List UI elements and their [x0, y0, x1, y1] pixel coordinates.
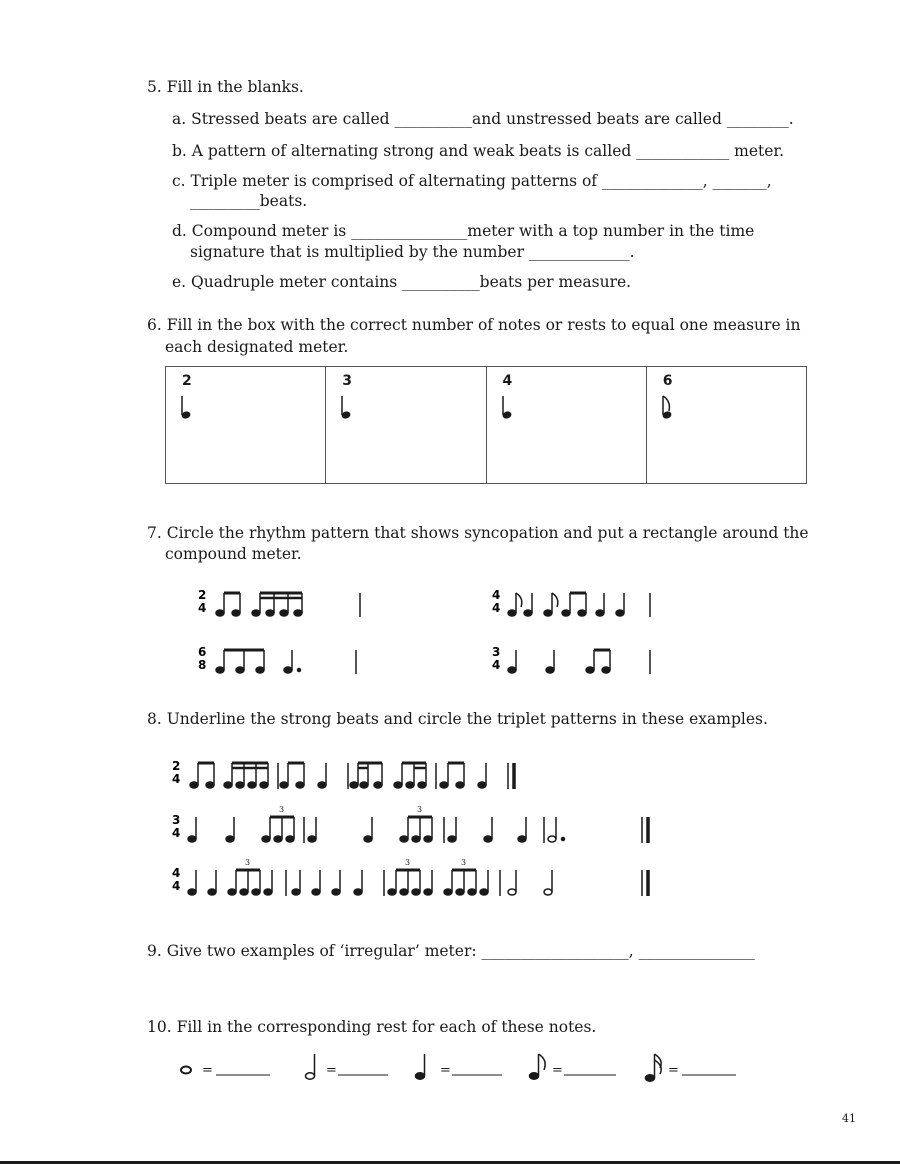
svg-text:=: = — [202, 1063, 213, 1078]
q9-line1: 9. Give two examples of ‘irregular’ meter: ___________________, _______________ — [147, 942, 755, 960]
q5-d2: signature that is multiplied by the number _____________. — [190, 243, 635, 261]
quarter-note-icon — [501, 391, 517, 423]
svg-text:3: 3 — [405, 858, 411, 867]
rhythm-example-1[interactable] — [172, 755, 662, 791]
time-signature-top: 2 — [198, 588, 207, 602]
svg-text:4: 4 — [172, 879, 181, 893]
svg-text:3: 3 — [245, 858, 251, 867]
rhythm-pattern-4[interactable] — [492, 642, 672, 676]
quarter-note-icon — [180, 391, 196, 423]
rhythm-pattern-3[interactable] — [198, 642, 378, 676]
svg-text:4: 4 — [172, 772, 181, 786]
svg-text:4: 4 — [492, 588, 501, 602]
svg-text:4: 4 — [492, 601, 501, 615]
svg-text:4: 4 — [172, 866, 181, 880]
q5-heading: 5. Fill in the blanks. — [147, 78, 304, 96]
svg-text:=: = — [326, 1063, 337, 1078]
meter-number: 4 — [502, 373, 513, 389]
meter-cell[interactable] — [326, 367, 486, 483]
svg-text:=: = — [552, 1063, 563, 1078]
svg-text:6: 6 — [198, 645, 207, 659]
q5-a: a. Stressed beats are called __________and unstressed beats are called ________. — [172, 110, 794, 128]
eighth-note-icon — [661, 391, 677, 423]
rhythm-example-3[interactable] — [172, 858, 662, 898]
half-note-icon — [306, 1073, 315, 1079]
quarter-note-icon — [416, 1073, 425, 1079]
svg-text:=: = — [668, 1063, 679, 1078]
eighth-note-icon — [530, 1073, 539, 1079]
sixteenth-note-icon — [646, 1075, 655, 1081]
svg-text:3: 3 — [417, 805, 423, 814]
note-rest-row — [176, 1048, 756, 1088]
rhythm-pattern-1[interactable] — [198, 585, 378, 619]
svg-text:=: = — [440, 1063, 451, 1078]
q7-line2: compound meter. — [165, 545, 302, 563]
q7-line1: 7. Circle the rhythm pattern that shows syncopation and put a rectangle around the — [147, 524, 809, 542]
svg-text:3: 3 — [172, 813, 181, 827]
whole-note-icon — [181, 1067, 191, 1074]
time-signature-bottom: 4 — [198, 601, 207, 615]
meter-number: 3 — [342, 373, 352, 389]
q8-line1: 8. Underline the strong beats and circle the triplet patterns in these examples. — [147, 710, 768, 728]
q5-b: b. A pattern of alternating strong and weak beats is called ____________ meter. — [172, 142, 785, 160]
meter-number: 6 — [662, 373, 673, 389]
q5-c1: c. Triple meter is comprised of alternating patterns of _____________, _______, — [172, 172, 772, 190]
q10-line1: 10. Fill in the corresponding rest for each of these notes. — [147, 1018, 597, 1036]
page-number: 41 — [842, 1112, 856, 1125]
svg-text:3: 3 — [461, 858, 467, 867]
q5-d1: d. Compound meter is _______________meter with a top number in the time — [172, 222, 755, 240]
rhythm-example-2[interactable] — [172, 805, 662, 845]
svg-text:4: 4 — [172, 826, 181, 840]
svg-text:8: 8 — [198, 658, 207, 672]
q6-line2: each designated meter. — [165, 338, 349, 356]
svg-text:3: 3 — [279, 805, 285, 814]
quarter-note-icon — [340, 391, 356, 423]
meter-cell[interactable] — [487, 367, 647, 483]
svg-text:2: 2 — [172, 759, 181, 773]
q6-line1: 6. Fill in the box with the correct number of notes or rests to equal one measure in — [147, 316, 801, 334]
q5-c2: _________beats. — [190, 192, 308, 210]
meter-number: 2 — [182, 373, 192, 389]
meter-box — [165, 366, 807, 484]
q5-e: e. Quadruple meter contains __________beats per measure. — [172, 273, 632, 291]
rhythm-pattern-2[interactable] — [492, 585, 672, 619]
meter-cell[interactable] — [647, 367, 806, 483]
meter-cell[interactable] — [166, 367, 326, 483]
svg-text:3: 3 — [492, 645, 501, 659]
svg-text:4: 4 — [492, 658, 501, 672]
